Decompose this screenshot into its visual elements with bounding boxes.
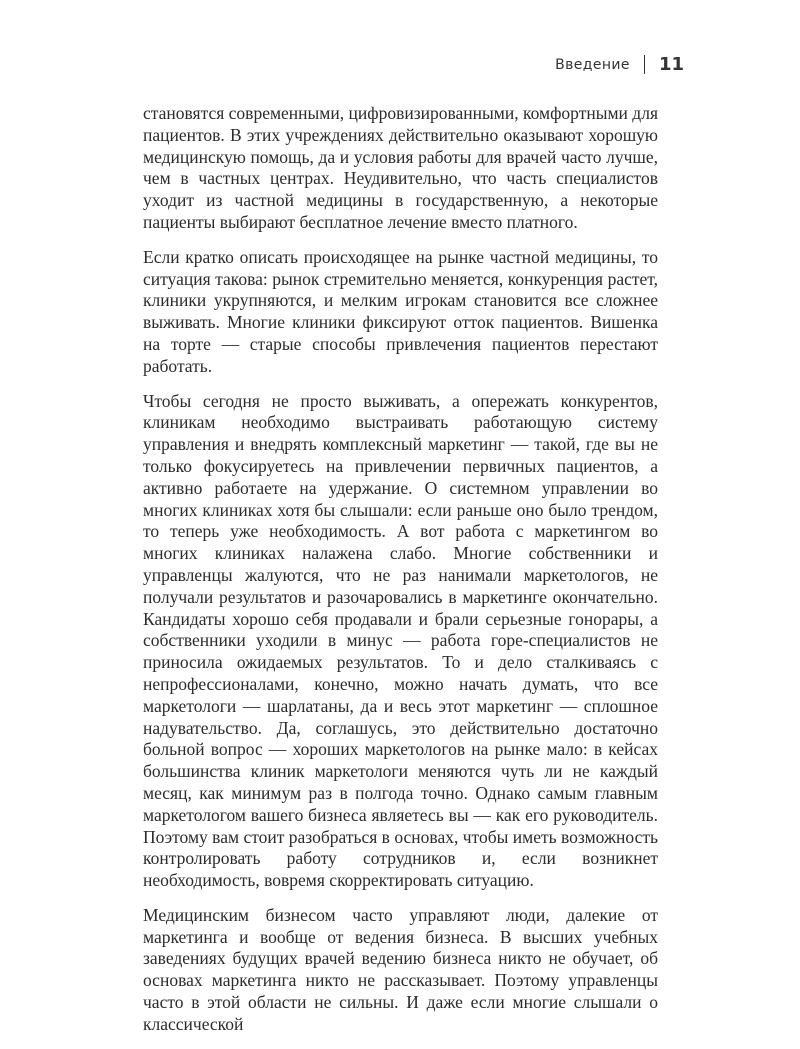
paragraph: становятся современными, цифровизированными, комфортными для пациентов. В этих учреждениях действительно оказывают хорошую медицинскую помощь, да и условия работы для врачей часто лучше, чем в частных центрах. Неудивительно, что часть специалистов уходит из частной медицины в государственную, а некоторые пациенты выбирают бесплатное лечение вместо платного. [143,103,658,232]
paragraph: Медицинским бизнесом часто управляют люди, далекие от маркетинга и вообще от ведения бизнеса. В высших учебных заведениях будущих врачей ведению бизнеса никто не обучает, об основах маркетинга никто не рассказывает. Поэтому управленцы часто в этой области не сильны. И даже если многие слышали о классической [143,904,658,1034]
page-number: 11 [658,54,684,75]
paragraph: Если кратко описать происходящее на рынке частной медицины, то ситуация такова: рынок стремительно меняется, конкуренция растет, клиники укрупняются, и мелким игрокам становится все сложнее выживать. Многие клиники фиксируют отток пациентов. Вишенка на торте — старые способы привлечения пациентов перестают работать. [143,246,658,376]
paragraph: Чтобы сегодня не просто выживать, а опережать конкурентов, клиникам необходимо выстраивать работающую систему управления и внедрять комплексный маркетинг — такой, где вы не только фокусируетесь на привлечении первичных пациентов, а активно работаете на удержание. О системном управлении во многих клиниках хотя бы слышали: если раньше оно было трендом, то теперь уже необходимость. А вот работа с маркетингом во многих клиниках налажена слабо. Многие собственники и управленцы жалуются, что не раз нанимали маркетологов, не получали результатов и разочаровались в маркетинге окончательно. Кандидаты хорошо себя продавали и брали серьезные гонорары, а собственники уходили в минус — работа горе-специалистов не приносила ожидаемых результатов. То и дело сталкиваясь с непрофессионалами, конечно, можно начать думать, что все маркетологи — шарлатаны, да и весь этот маркетинг — сплошное надувательство. Да, соглашусь, это действительно достаточно больной вопрос — хороших маркетологов на рынке мало: в кейсах большинства клиник маркетологи меняются чуть ли не каждый месяц, как минимум раз в полгода точно. Однако самым главным маркетологом вашего бизнеса являетесь вы — как его руководитель. Поэтому вам стоит разобраться в основах, чтобы иметь возможность контролировать работу сотрудников и, если возникнет необходимость, вовремя скорректировать ситуацию. [143,390,658,891]
body-text [143,103,658,1049]
running-header [555,54,684,75]
section-title: Введение [555,56,630,73]
header-divider [644,55,645,74]
